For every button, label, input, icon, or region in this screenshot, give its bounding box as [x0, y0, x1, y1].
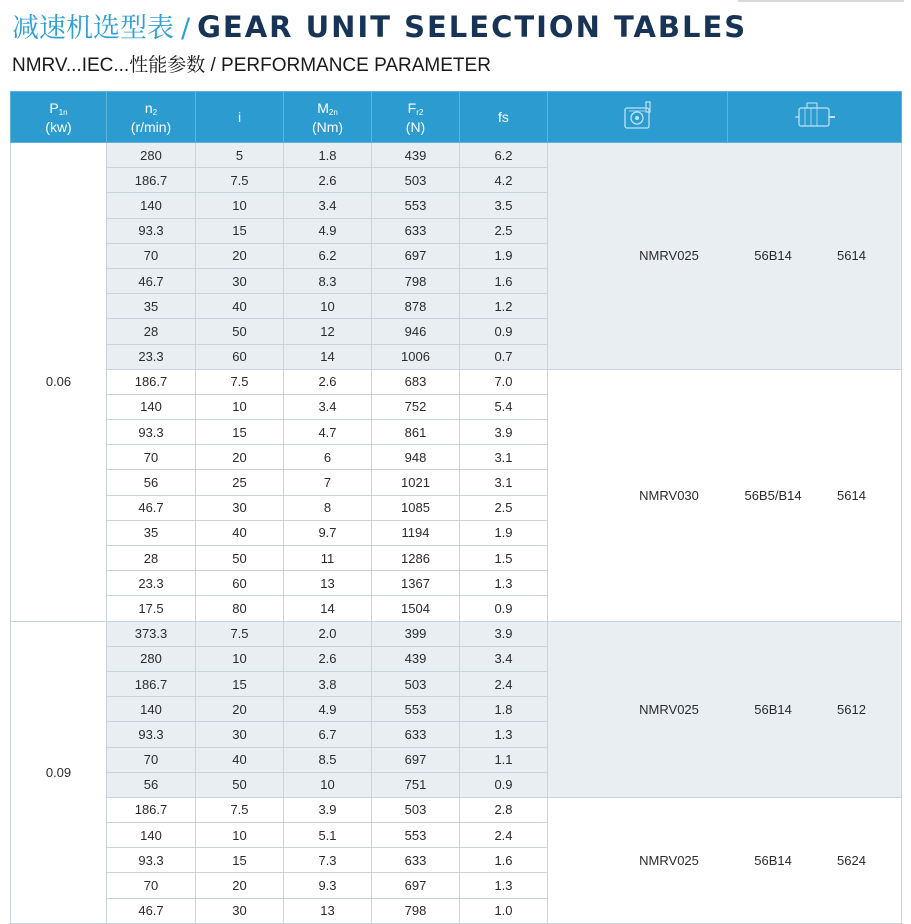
torque-cell: 11 — [284, 546, 372, 571]
table-row — [11, 797, 902, 822]
speed-cell: 373.3 — [107, 621, 196, 646]
header-motor — [728, 92, 902, 143]
flange-type: 56B14 — [754, 248, 792, 264]
radial-load-cell: 633 — [372, 722, 460, 747]
torque-cell: 2.0 — [284, 621, 372, 646]
ratio-cell: 20 — [196, 697, 284, 722]
torque-cell: 9.3 — [284, 873, 372, 898]
speed-cell: 280 — [107, 143, 196, 168]
service-factor-cell: 2.8 — [460, 797, 548, 822]
ratio-cell: 20 — [196, 445, 284, 470]
model-spec — [548, 797, 902, 923]
ratio-cell: 30 — [196, 722, 284, 747]
ratio-cell: 30 — [196, 268, 284, 293]
service-factor-cell: 0.7 — [460, 344, 548, 369]
ratio-cell: 10 — [196, 193, 284, 218]
torque-cell: 2.6 — [284, 369, 372, 394]
torque-cell: 2.6 — [284, 646, 372, 671]
torque-cell: 14 — [284, 596, 372, 621]
flange-type: 56B5/B14 — [744, 487, 802, 503]
motor-frame: 5614 — [837, 487, 866, 503]
torque-cell: 6.7 — [284, 722, 372, 747]
torque-cell: 9.7 — [284, 520, 372, 545]
header-ratio: i — [196, 92, 284, 143]
torque-cell: 1.8 — [284, 143, 372, 168]
page-subtitle: NMRV...IEC...性能参数 / PERFORMANCE PARAMETER — [12, 55, 491, 76]
speed-cell: 93.3 — [107, 848, 196, 873]
ratio-cell: 7.5 — [196, 621, 284, 646]
header-service-factor: fs — [460, 92, 548, 143]
speed-cell: 70 — [107, 873, 196, 898]
service-factor-cell: 1.9 — [460, 243, 548, 268]
ratio-cell: 7.5 — [196, 369, 284, 394]
ratio-cell: 50 — [196, 319, 284, 344]
speed-cell: 70 — [107, 243, 196, 268]
speed-cell: 70 — [107, 445, 196, 470]
torque-cell: 12 — [284, 319, 372, 344]
motor-icon — [793, 99, 837, 133]
ratio-cell: 10 — [196, 646, 284, 671]
radial-load-cell: 948 — [372, 445, 460, 470]
speed-cell: 35 — [107, 520, 196, 545]
header-gearbox — [548, 92, 728, 143]
speed-cell: 186.7 — [107, 797, 196, 822]
header-torque: $M_{2n}$ (Nm) — [284, 92, 372, 143]
service-factor-cell: 3.9 — [460, 420, 548, 445]
gearbox-model: NMRV030 — [639, 487, 699, 503]
service-factor-cell: 1.1 — [460, 747, 548, 772]
motor-frame: 5624 — [837, 852, 866, 868]
speed-cell: 46.7 — [107, 898, 196, 923]
model-spec — [548, 369, 902, 621]
speed-cell: 186.7 — [107, 671, 196, 696]
speed-cell: 140 — [107, 697, 196, 722]
radial-load-cell: 861 — [372, 420, 460, 445]
torque-cell: 14 — [284, 344, 372, 369]
motor-frame: 5614 — [837, 248, 866, 264]
service-factor-cell: 2.5 — [460, 495, 548, 520]
torque-cell: 4.9 — [284, 218, 372, 243]
ratio-cell: 30 — [196, 495, 284, 520]
radial-load-cell: 503 — [372, 168, 460, 193]
service-factor-cell: 5.4 — [460, 394, 548, 419]
service-factor-cell: 0.9 — [460, 319, 548, 344]
service-factor-cell: 1.3 — [460, 722, 548, 747]
torque-cell: 4.9 — [284, 697, 372, 722]
torque-cell: 6 — [284, 445, 372, 470]
speed-cell: 93.3 — [107, 218, 196, 243]
motor-frame: 5612 — [837, 701, 866, 717]
radial-load-cell: 1194 — [372, 520, 460, 545]
service-factor-cell: 3.1 — [460, 470, 548, 495]
ratio-cell: 40 — [196, 520, 284, 545]
radial-load-cell: 798 — [372, 898, 460, 923]
radial-load-cell: 1085 — [372, 495, 460, 520]
torque-cell: 10 — [284, 772, 372, 797]
service-factor-cell: 3.9 — [460, 621, 548, 646]
service-factor-cell: 7.0 — [460, 369, 548, 394]
speed-cell: 140 — [107, 823, 196, 848]
radial-load-cell: 553 — [372, 193, 460, 218]
speed-cell: 17.5 — [107, 596, 196, 621]
service-factor-cell: 2.4 — [460, 823, 548, 848]
speed-cell: 70 — [107, 747, 196, 772]
torque-cell: 2.6 — [284, 168, 372, 193]
radial-load-cell: 697 — [372, 873, 460, 898]
ratio-cell: 80 — [196, 596, 284, 621]
ratio-cell: 60 — [196, 571, 284, 596]
gearbox-model: NMRV025 — [639, 852, 699, 868]
torque-cell: 7 — [284, 470, 372, 495]
radial-load-cell: 683 — [372, 369, 460, 394]
service-factor-cell: 0.9 — [460, 772, 548, 797]
model-spec — [548, 621, 902, 797]
radial-load-cell: 439 — [372, 143, 460, 168]
service-factor-cell: 1.6 — [460, 268, 548, 293]
radial-load-cell: 553 — [372, 823, 460, 848]
torque-cell: 8.5 — [284, 747, 372, 772]
torque-cell: 10 — [284, 294, 372, 319]
service-factor-cell: 3.1 — [460, 445, 548, 470]
service-factor-cell: 1.8 — [460, 697, 548, 722]
radial-load-cell: 878 — [372, 294, 460, 319]
service-factor-cell: 1.0 — [460, 898, 548, 923]
title-chinese: 减速机选型表 — [12, 13, 174, 44]
torque-cell: 4.7 — [284, 420, 372, 445]
torque-cell: 13 — [284, 571, 372, 596]
ratio-cell: 15 — [196, 671, 284, 696]
radial-load-cell: 697 — [372, 243, 460, 268]
service-factor-cell: 0.9 — [460, 596, 548, 621]
radial-load-cell: 1504 — [372, 596, 460, 621]
gearbox-model: NMRV025 — [639, 248, 699, 264]
title-english: GEAR UNIT SELECTION TABLES — [197, 10, 748, 44]
speed-cell: 186.7 — [107, 369, 196, 394]
ratio-cell: 10 — [196, 394, 284, 419]
page-title — [12, 6, 747, 46]
radial-load-cell: 503 — [372, 671, 460, 696]
torque-cell: 6.2 — [284, 243, 372, 268]
service-factor-cell: 1.6 — [460, 848, 548, 873]
torque-cell: 3.4 — [284, 193, 372, 218]
ratio-cell: 30 — [196, 898, 284, 923]
torque-cell: 13 — [284, 898, 372, 923]
radial-load-cell: 633 — [372, 848, 460, 873]
service-factor-cell: 4.2 — [460, 168, 548, 193]
table-row — [11, 369, 902, 394]
table-row — [11, 621, 902, 646]
speed-cell: 35 — [107, 294, 196, 319]
ratio-cell: 40 — [196, 294, 284, 319]
header-speed: $n_2$ (r/min) — [107, 92, 196, 143]
speed-cell: 46.7 — [107, 495, 196, 520]
title-separator: / — [181, 13, 191, 44]
table-header-row — [11, 92, 902, 143]
service-factor-cell: 2.4 — [460, 671, 548, 696]
ratio-cell: 15 — [196, 848, 284, 873]
speed-cell: 56 — [107, 772, 196, 797]
torque-cell: 5.1 — [284, 823, 372, 848]
speed-cell: 93.3 — [107, 420, 196, 445]
radial-load-cell: 633 — [372, 218, 460, 243]
service-factor-cell: 1.2 — [460, 294, 548, 319]
speed-cell: 28 — [107, 546, 196, 571]
selection-table — [10, 91, 902, 924]
ratio-cell: 60 — [196, 344, 284, 369]
service-factor-cell: 6.2 — [460, 143, 548, 168]
speed-cell: 56 — [107, 470, 196, 495]
radial-load-cell: 399 — [372, 621, 460, 646]
radial-load-cell: 439 — [372, 646, 460, 671]
ratio-cell: 10 — [196, 823, 284, 848]
flange-type: 56B14 — [754, 701, 792, 717]
ratio-cell: 20 — [196, 873, 284, 898]
service-factor-cell: 3.5 — [460, 193, 548, 218]
service-factor-cell: 1.5 — [460, 546, 548, 571]
table-row — [11, 143, 902, 168]
ratio-cell: 50 — [196, 546, 284, 571]
radial-load-cell: 1286 — [372, 546, 460, 571]
service-factor-cell: 1.3 — [460, 873, 548, 898]
radial-load-cell: 1006 — [372, 344, 460, 369]
radial-load-cell: 752 — [372, 394, 460, 419]
torque-cell: 8 — [284, 495, 372, 520]
speed-cell: 93.3 — [107, 722, 196, 747]
speed-cell: 140 — [107, 394, 196, 419]
radial-load-cell: 751 — [372, 772, 460, 797]
service-factor-cell: 2.5 — [460, 218, 548, 243]
ratio-cell: 40 — [196, 747, 284, 772]
torque-cell: 3.9 — [284, 797, 372, 822]
service-factor-cell: 1.3 — [460, 571, 548, 596]
ratio-cell: 50 — [196, 772, 284, 797]
ratio-cell: 5 — [196, 143, 284, 168]
flange-type: 56B14 — [754, 852, 792, 868]
radial-load-cell: 503 — [372, 797, 460, 822]
torque-cell: 3.8 — [284, 671, 372, 696]
ratio-cell: 25 — [196, 470, 284, 495]
torque-cell: 7.3 — [284, 848, 372, 873]
ratio-cell: 7.5 — [196, 797, 284, 822]
speed-cell: 23.3 — [107, 344, 196, 369]
gearbox-model: NMRV025 — [639, 701, 699, 717]
radial-load-cell: 946 — [372, 319, 460, 344]
ratio-cell: 15 — [196, 420, 284, 445]
radial-load-cell: 553 — [372, 697, 460, 722]
service-factor-cell: 3.4 — [460, 646, 548, 671]
speed-cell: 280 — [107, 646, 196, 671]
top-divider — [738, 0, 904, 2]
speed-cell: 186.7 — [107, 168, 196, 193]
radial-load-cell: 798 — [372, 268, 460, 293]
speed-cell: 46.7 — [107, 268, 196, 293]
radial-load-cell: 697 — [372, 747, 460, 772]
power-value: 0.09 — [11, 621, 107, 923]
torque-cell: 8.3 — [284, 268, 372, 293]
radial-load-cell: 1021 — [372, 470, 460, 495]
header-radial-load: $F_{r2}$ (N) — [372, 92, 460, 143]
torque-cell: 3.4 — [284, 394, 372, 419]
model-spec — [548, 143, 902, 370]
speed-cell: 140 — [107, 193, 196, 218]
gearbox-icon — [621, 99, 655, 133]
header-power: $P_{1n}$ (kw) — [11, 92, 107, 143]
power-value: 0.06 — [11, 143, 107, 622]
ratio-cell: 20 — [196, 243, 284, 268]
service-factor-cell: 1.9 — [460, 520, 548, 545]
speed-cell: 28 — [107, 319, 196, 344]
speed-cell: 23.3 — [107, 571, 196, 596]
ratio-cell: 7.5 — [196, 168, 284, 193]
ratio-cell: 15 — [196, 218, 284, 243]
radial-load-cell: 1367 — [372, 571, 460, 596]
